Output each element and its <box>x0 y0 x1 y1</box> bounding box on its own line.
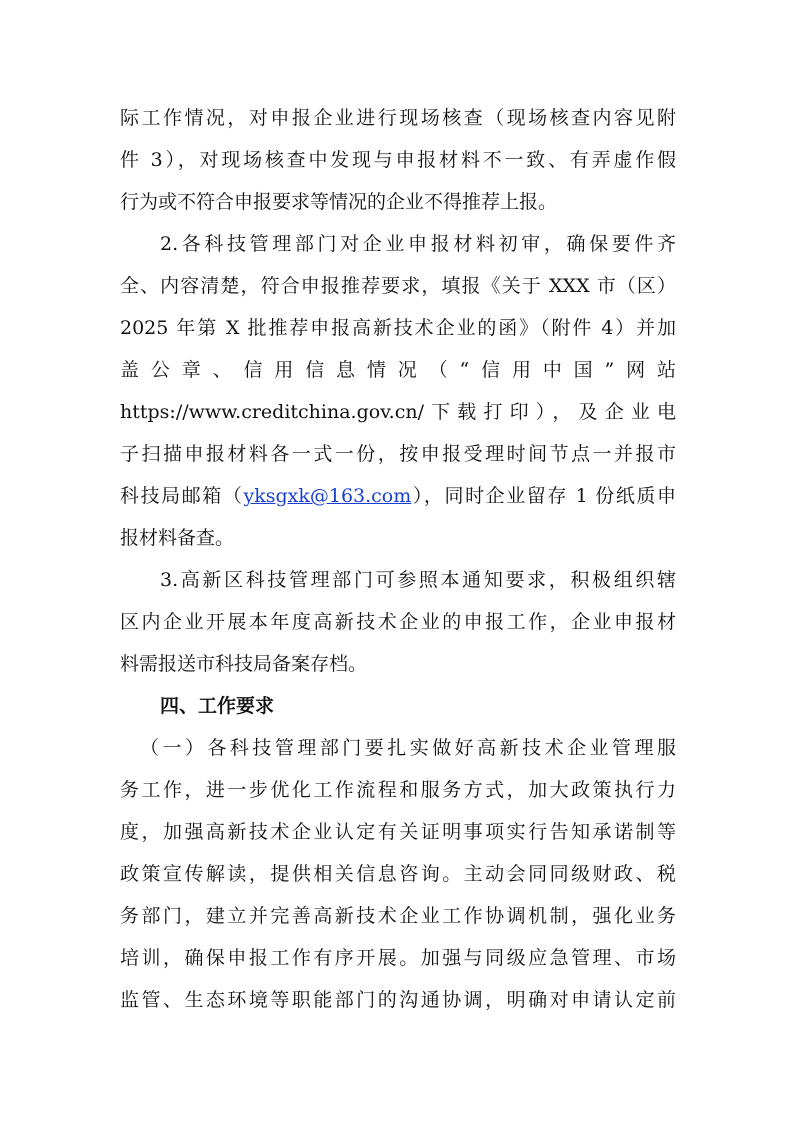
paragraph-line: https://www.creditchina.gov.cn/下载打印），及企业电 <box>120 401 676 423</box>
paragraph-line: 监管、生态环境等职能部门的沟通协调，明确对申请认定前 <box>120 989 676 1011</box>
email-prefix-text: 科技局邮箱（ <box>120 485 244 507</box>
paragraph-line: 子扫描申报材料各一式一份，按申报受理时间节点一并报市 <box>120 443 676 465</box>
paragraph-line: 务工作，进一步优化工作流程和服务方式，加大政策执行力 <box>120 779 676 801</box>
paragraph-line: 2025 年第 X 批推荐申报高新技术企业的函》（附件 4）并加 <box>120 317 676 339</box>
paragraph-line: （一）各科技管理部门要扎实做好高新技术企业管理服 <box>140 737 676 759</box>
paragraph-line: 2.各科技管理部门对企业申报材料初审，确保要件齐 <box>160 233 676 255</box>
paragraph-line: 际工作情况，对申报企业进行现场核查（现场核查内容见附 <box>120 107 676 129</box>
paragraph-line: 度，加强高新技术企业认定有关证明事项实行告知承诺制等 <box>120 821 676 843</box>
paragraph-line: 全、内容清楚，符合申报推荐要求，填报《关于 XXX 市（区） <box>120 275 676 297</box>
email-link[interactable]: yksgxk@163.com <box>243 485 412 507</box>
paragraph-line: 报材料备查。 <box>120 527 235 549</box>
paragraph-line: 盖公章、信用信息情况（“信用中国”网站 <box>120 359 676 381</box>
email-suffix-text: ），同时企业留存 1 份纸质申 <box>411 485 676 507</box>
paragraph-line: 件 3），对现场核查中发现与申报材料不一致、有弄虚作假 <box>120 149 676 171</box>
paragraph-line-with-email <box>120 479 676 513</box>
paragraph-line: 料需报送市科技局备案存档。 <box>120 653 368 675</box>
paragraph-line: 区内企业开展本年度高新技术企业的申报工作，企业申报材 <box>120 611 676 633</box>
paragraph-line: 培训，确保申报工作有序开展。加强与同级应急管理、市场 <box>120 947 676 969</box>
section-heading: 四、工作要求 <box>160 695 275 717</box>
paragraph-line: 务部门，建立并完善高新技术企业工作协调机制，强化业务 <box>120 905 676 927</box>
paragraph-line: 政策宣传解读，提供相关信息咨询。主动会同同级财政、税 <box>120 863 676 885</box>
paragraph-line: 3.高新区科技管理部门可参照本通知要求，积极组织辖 <box>160 569 676 591</box>
paragraph-line: 行为或不符合申报要求等情况的企业不得推荐上报。 <box>120 191 558 213</box>
